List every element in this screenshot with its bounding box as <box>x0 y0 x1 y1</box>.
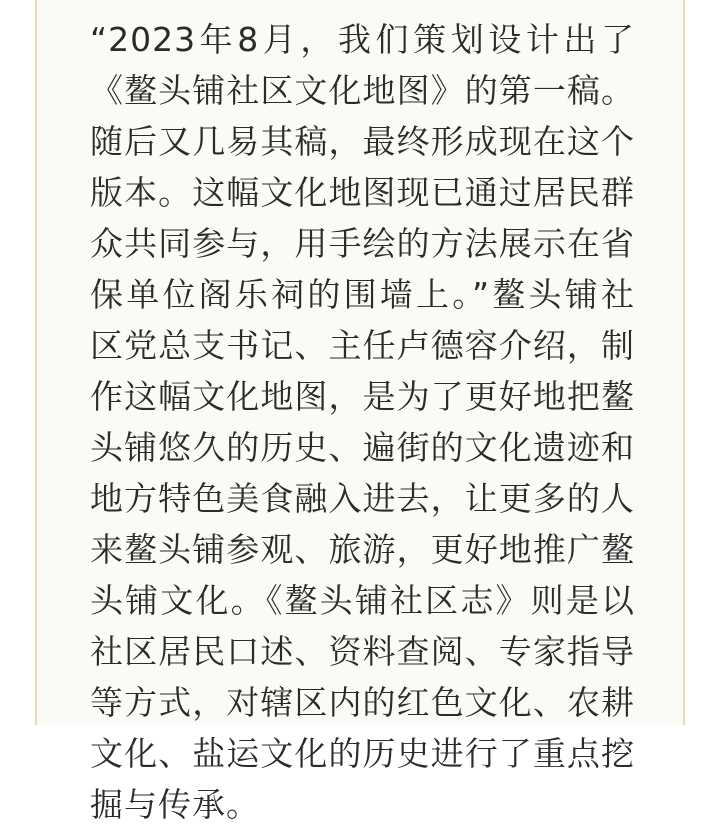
article-paragraph: “2023年8月，我们策划设计出了《鳌头铺社区文化地图》的第一稿。随后又几易其稿，最终形成现在这个版本。这幅文化地图现已通过居民群众共同参与，用手绘的方法展示在省保单位阁乐祠的围墙上。”鳌头铺社区党总支书记、主任卢德容介绍，制作这幅文化地图，是为了更好地把鳌头铺悠久的历史、遍街的文化遗迹和地方特色美食融入进去，让更多的人来鳌头铺参观、旅游，更好地推广鳌头铺文化。《鳌头铺社区志》则是以社区居民口述、资料查阅、专家指导等方式，对辖区内的红色文化、农耕文化、盐运文化的历史进行了重点挖掘与传承。 <box>90 20 635 824</box>
